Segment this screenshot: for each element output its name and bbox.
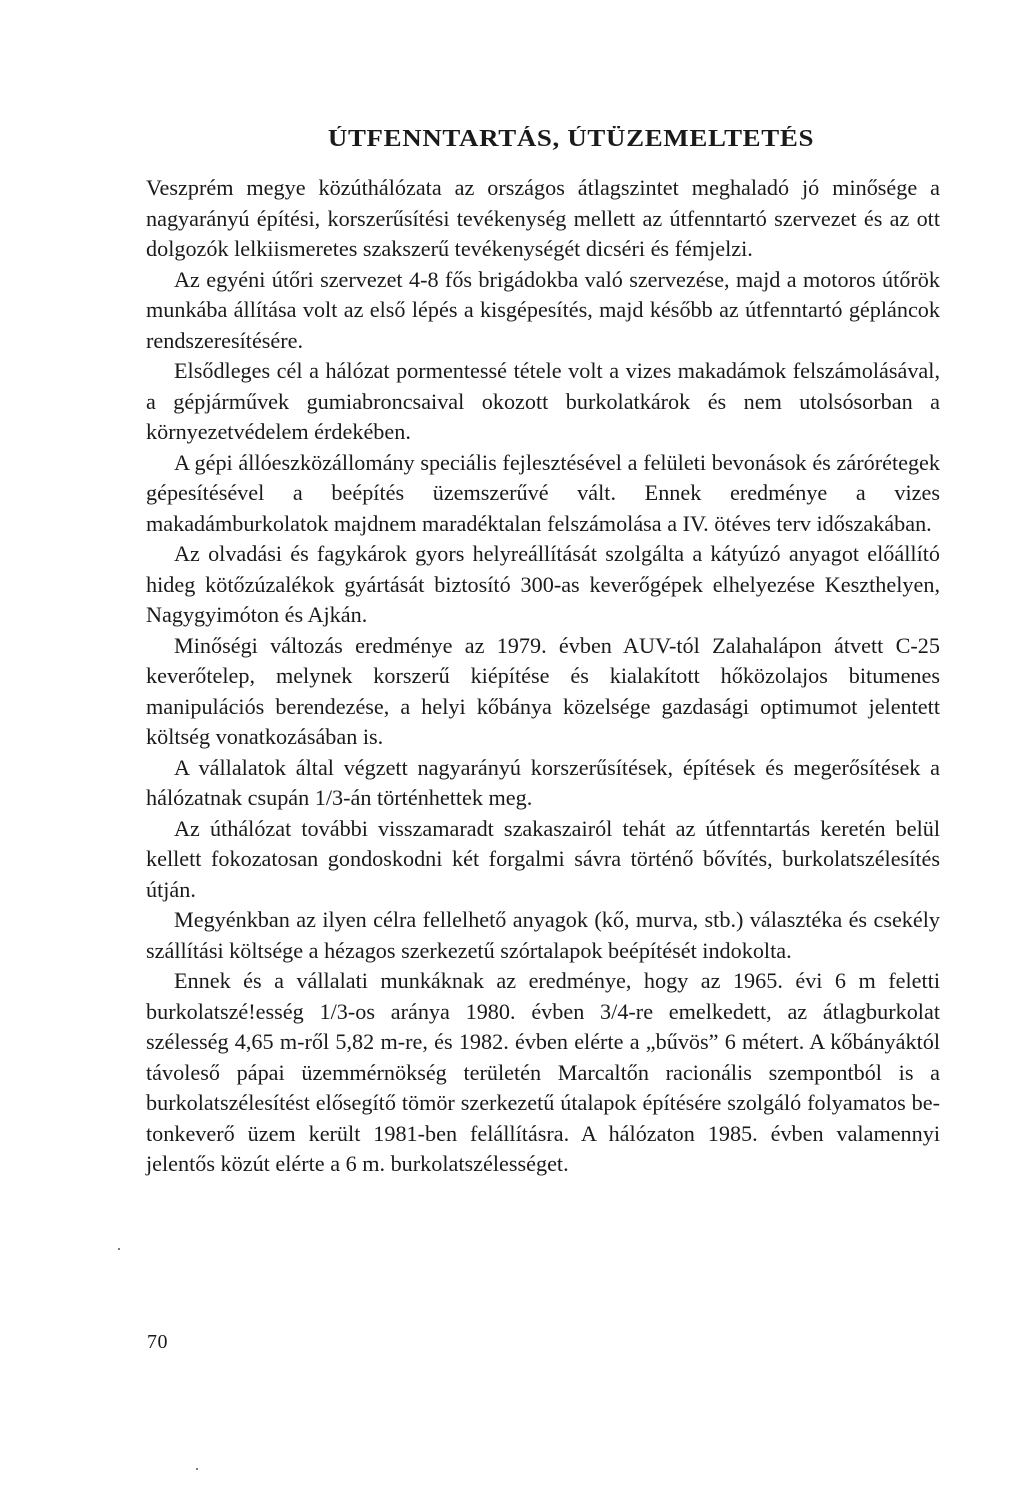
page-body — [146, 126, 940, 1180]
paragraph-6: Minőségi változás eredménye az 1979. évben AUV-tól Zalahalápon átvett C-25 keverőtelep, melynek korszerű kiépítése és kialakított hőközolajos bitumenes manipulációs berendezése, a helyi kőbánya közelsége gazdasági optimumot jelentett költség vonatkozásában is. — [146, 632, 940, 749]
scan-speck — [118, 1248, 120, 1250]
paragraph-1: Veszprém megye közúthálózata az országos átlagszintet meghaladó jó minősége a nagyarányú építési, korszerűsítési tevékenység mellett az útfenntartó szervezet és az ott dolgozók lelkiismeretes szakszerű tevékenységét dicséri és fémjelzi. — [146, 175, 940, 261]
paragraph-8: Az úthálózat további visszamaradt szakaszairól tehát az útfenntartás keretén belül kellett fokozatosan gondoskodni két forgalmi sávra történő bővítés, burkolatszélesítés útján. — [146, 815, 940, 902]
paragraph-5: Az olvadási és fagykárok gyors helyreállítását szolgálta a kátyúzó anyagot előállító hideg kötőzúzalékok gyártását biztosító 300-as keverőgépek elhelyezése Keszthelyen, Nagygyimóton és Ajkán. — [146, 541, 940, 627]
paragraph-4: A gépi állóeszközállomány speciális fejlesztésével a felületi bevonások és zárórétegek gépesítésével a beépítés üzemszerűvé vált. Ennek eredménye a vizes makadámburkolatok majdnem maradéktalan felszámolása a IV. ötéves terv időszakában. — [146, 449, 940, 536]
page-title: ÚTFENNTARTÁS, ÚTÜZEMELTETÉS — [327, 126, 815, 152]
paragraph-3: Elsődleges cél a hálózat pormentessé tétele volt a vizes makadámok felszámolásával, a gépjárművek gumiabroncsaival okozott burkolatkárok és nem utolsósorban a környezetvédelem érdekében. — [146, 358, 940, 444]
paragraph-7: A vállalatok által végzett nagyarányú korszerűsítések, építések és megerősítések a hálózatnak csupán 1/3-án történhettek meg. — [146, 754, 940, 810]
paragraph-9: Megyénkban az ilyen célra fellelhető anyagok (kő, murva, stb.) választéka és csekély szállítási költsége a hézagos szerkezetű szórtalapok beépítését indokolta. — [146, 907, 940, 963]
paragraph-2: Az egyéni útőri szervezet 4-8 fős brigádokba való szervezése, majd a motoros útőrök munkába állítása volt az első lépés a kisgépesítés, majd később az útfenntartó gépláncok rendszeresítésére. — [146, 266, 940, 353]
scan-speck — [196, 1468, 198, 1470]
page-number: 70 — [147, 1331, 168, 1353]
paragraph-10: Ennek és a vállalati munkáknak az eredménye, hogy az 1965. évi 6 m feletti burkolatszé!esség 1/3-os aránya 1980. évben 3/4-re emelkedett, az átlagburkolat szélesség 4,65 m-ről 5,82 m-re, és 1982. évben elérte a „bűvös” 6 métert. A kőbányáktól távoleső pápai üzemmérnökség területén Marcaltőn racionális szempontból is a burkolatszélesítést elősegítő tömör szerkezetű útalapok építésére szolgáló folyamatos betonkeverő üzem került 1981-ben felállításra. A hálózaton 1985. évben valamennyi jelentős közút elérte a 6 m. burkolatszélességet. — [146, 968, 940, 1176]
